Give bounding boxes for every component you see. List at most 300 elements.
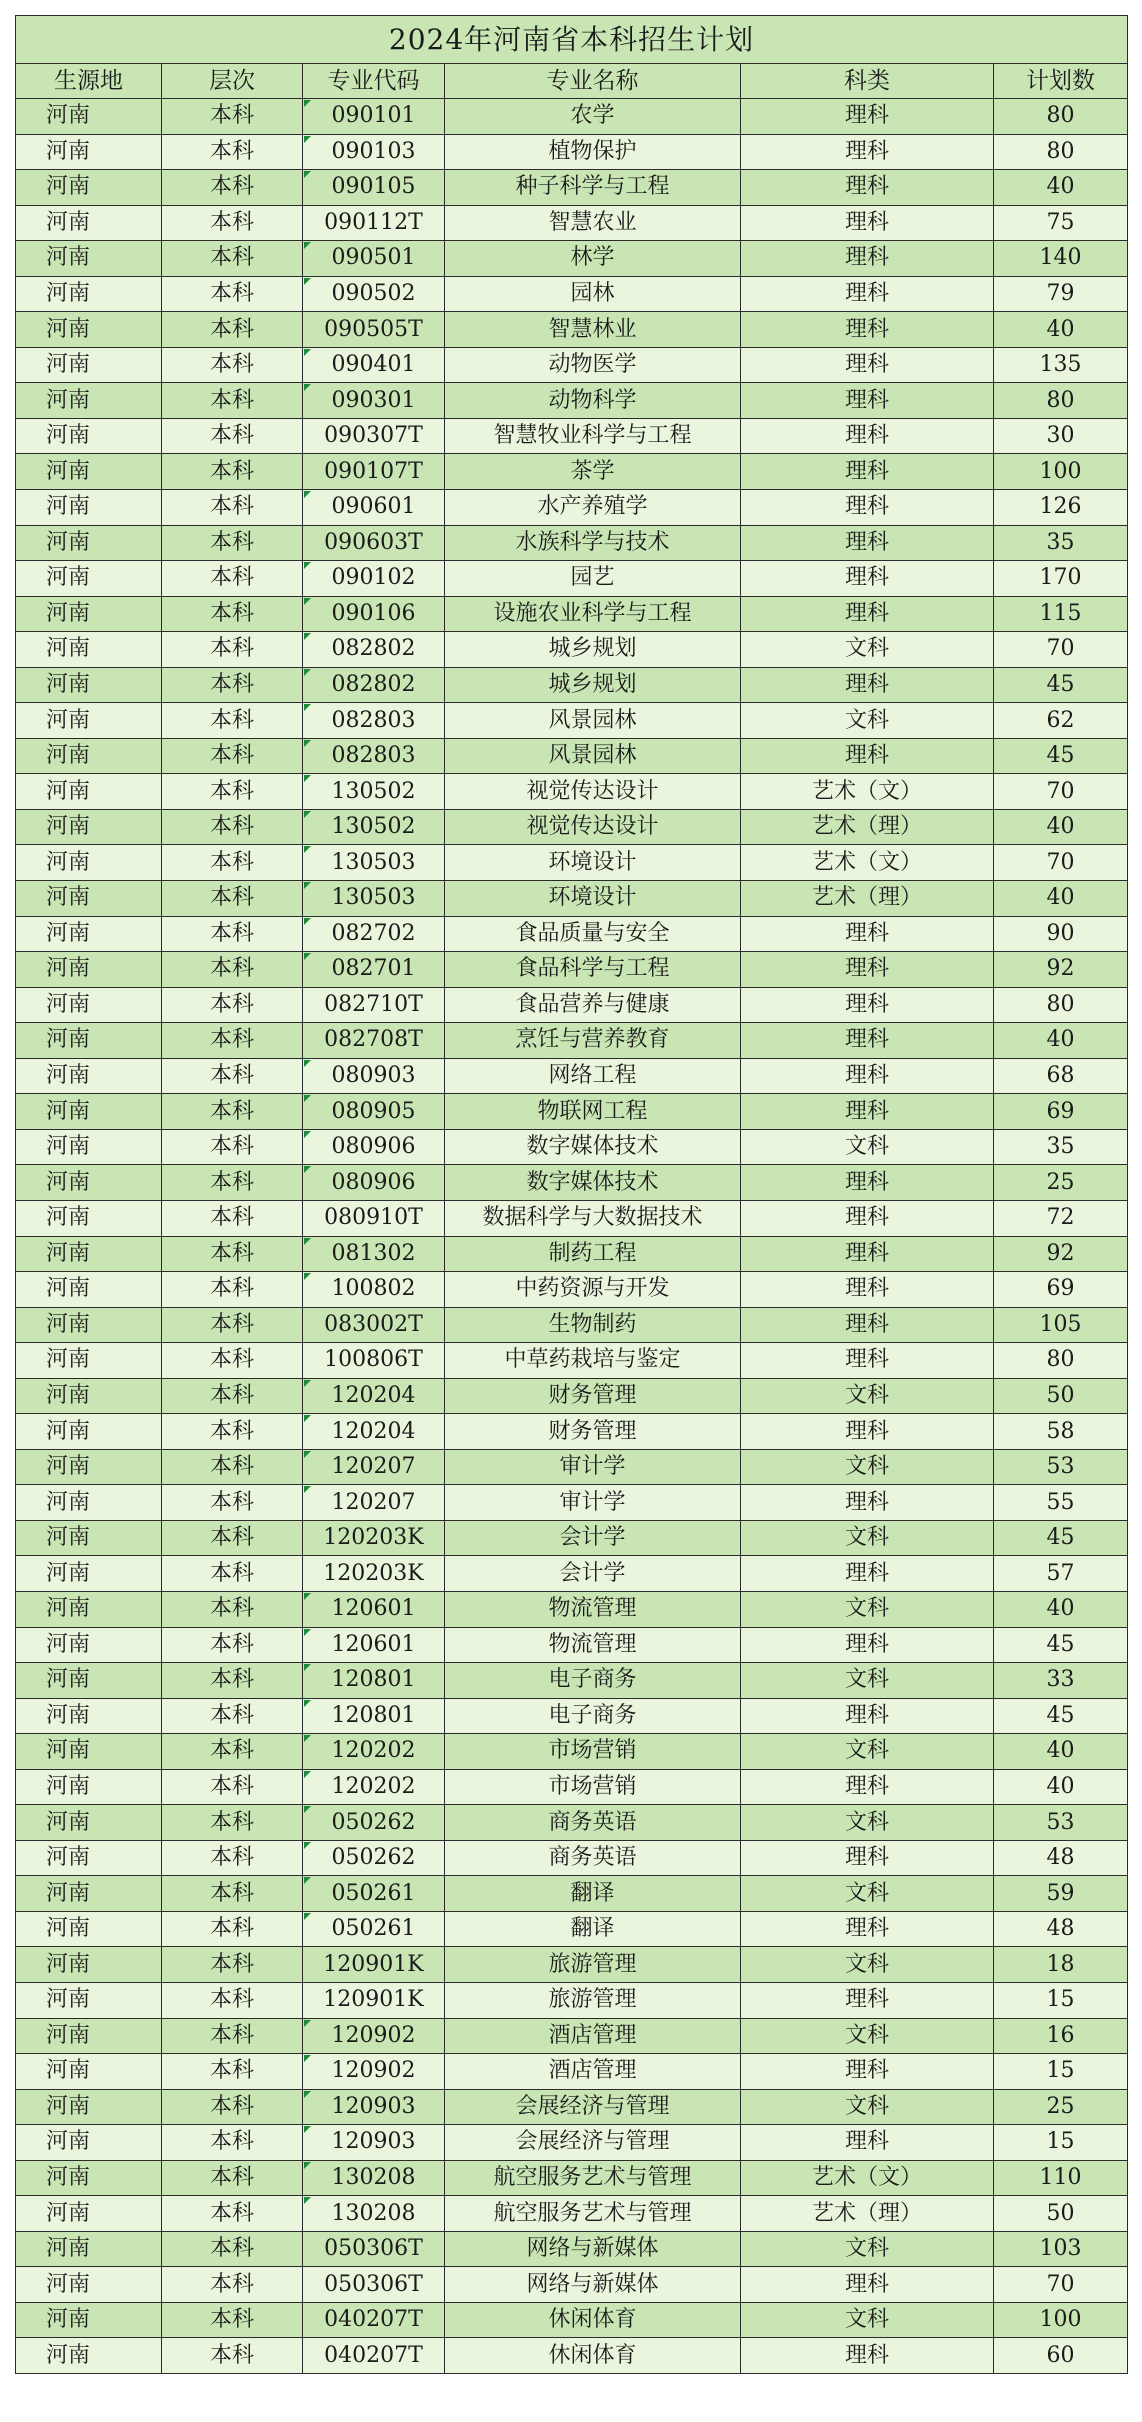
table-row xyxy=(16,205,1128,241)
cell-level: 本科 xyxy=(162,1058,303,1094)
table-row xyxy=(16,1840,1128,1876)
cell-plan-count: 18 xyxy=(994,1947,1128,1983)
cell-major-name: 中药资源与开发 xyxy=(445,1272,741,1308)
cell-source: 河南 xyxy=(16,1734,162,1770)
table-row xyxy=(16,1343,1128,1379)
cell-category: 理科 xyxy=(741,1982,994,2018)
cell-major-name: 旅游管理 xyxy=(445,1982,741,2018)
cell-source: 河南 xyxy=(16,1094,162,1130)
table-row xyxy=(16,1769,1128,1805)
cell-major-name: 动物科学 xyxy=(445,383,741,419)
cell-level: 本科 xyxy=(162,170,303,206)
cell-source: 河南 xyxy=(16,809,162,845)
cell-major-code: 090103 xyxy=(303,134,445,170)
table-row xyxy=(16,1236,1128,1272)
cell-plan-count: 70 xyxy=(994,632,1128,668)
cell-major-code: 082803 xyxy=(303,703,445,739)
cell-source: 河南 xyxy=(16,1556,162,1592)
cell-source: 河南 xyxy=(16,418,162,454)
cell-source: 河南 xyxy=(16,1769,162,1805)
cell-major-name: 网络与新媒体 xyxy=(445,2231,741,2267)
cell-major-name: 休闲体育 xyxy=(445,2338,741,2374)
cell-major-code: 120601 xyxy=(303,1627,445,1663)
table-row xyxy=(16,418,1128,454)
cell-major-code: 080906 xyxy=(303,1129,445,1165)
cell-level: 本科 xyxy=(162,667,303,703)
cell-level: 本科 xyxy=(162,347,303,383)
table-row xyxy=(16,632,1128,668)
cell-plan-count: 53 xyxy=(994,1805,1128,1841)
cell-major-name: 财务管理 xyxy=(445,1378,741,1414)
cell-major-name: 数字媒体技术 xyxy=(445,1129,741,1165)
table-row xyxy=(16,383,1128,419)
cell-level: 本科 xyxy=(162,418,303,454)
cell-source: 河南 xyxy=(16,1698,162,1734)
cell-category: 文科 xyxy=(741,1876,994,1912)
cell-source: 河南 xyxy=(16,1307,162,1343)
cell-plan-count: 92 xyxy=(994,952,1128,988)
cell-level: 本科 xyxy=(162,1734,303,1770)
cell-category: 理科 xyxy=(741,1414,994,1450)
cell-level: 本科 xyxy=(162,276,303,312)
cell-major-code: 040207T xyxy=(303,2338,445,2374)
cell-source: 河南 xyxy=(16,1165,162,1201)
cell-source: 河南 xyxy=(16,916,162,952)
header-plan-count: 计划数 xyxy=(994,64,1128,99)
cell-source: 河南 xyxy=(16,2302,162,2338)
cell-major-code: 120207 xyxy=(303,1449,445,1485)
cell-level: 本科 xyxy=(162,1911,303,1947)
cell-source: 河南 xyxy=(16,845,162,881)
cell-major-name: 物联网工程 xyxy=(445,1094,741,1130)
cell-plan-count: 40 xyxy=(994,809,1128,845)
cell-plan-count: 25 xyxy=(994,1165,1128,1201)
cell-major-name: 智慧牧业科学与工程 xyxy=(445,418,741,454)
cell-level: 本科 xyxy=(162,2125,303,2161)
cell-plan-count: 58 xyxy=(994,1414,1128,1450)
cell-plan-count: 72 xyxy=(994,1200,1128,1236)
cell-major-code: 050306T xyxy=(303,2231,445,2267)
cell-category: 理科 xyxy=(741,490,994,526)
cell-source: 河南 xyxy=(16,1982,162,2018)
cell-major-code: 090505T xyxy=(303,312,445,348)
cell-major-code: 083002T xyxy=(303,1307,445,1343)
cell-major-code: 130208 xyxy=(303,2196,445,2232)
cell-major-name: 休闲体育 xyxy=(445,2302,741,2338)
cell-source: 河南 xyxy=(16,952,162,988)
table-row xyxy=(16,2089,1128,2125)
cell-category: 理科 xyxy=(741,99,994,135)
cell-source: 河南 xyxy=(16,2089,162,2125)
cell-source: 河南 xyxy=(16,1947,162,1983)
cell-plan-count: 40 xyxy=(994,170,1128,206)
cell-major-name: 智慧林业 xyxy=(445,312,741,348)
cell-major-code: 120801 xyxy=(303,1663,445,1699)
cell-category: 文科 xyxy=(741,2231,994,2267)
table-row xyxy=(16,490,1128,526)
cell-level: 本科 xyxy=(162,205,303,241)
cell-major-code: 082802 xyxy=(303,667,445,703)
cell-category: 理科 xyxy=(741,170,994,206)
cell-major-name: 制药工程 xyxy=(445,1236,741,1272)
cell-plan-count: 75 xyxy=(994,205,1128,241)
cell-category: 理科 xyxy=(741,1165,994,1201)
cell-plan-count: 15 xyxy=(994,1982,1128,2018)
cell-major-name: 园艺 xyxy=(445,561,741,597)
cell-source: 河南 xyxy=(16,490,162,526)
table-row xyxy=(16,1485,1128,1521)
table-row xyxy=(16,667,1128,703)
cell-level: 本科 xyxy=(162,703,303,739)
cell-major-code: 081302 xyxy=(303,1236,445,1272)
table-title: 2024年河南省本科招生计划 xyxy=(16,16,1128,64)
cell-level: 本科 xyxy=(162,1520,303,1556)
cell-major-code: 082708T xyxy=(303,1023,445,1059)
cell-source: 河南 xyxy=(16,2338,162,2374)
table-row xyxy=(16,738,1128,774)
cell-category: 理科 xyxy=(741,1094,994,1130)
cell-source: 河南 xyxy=(16,596,162,632)
cell-major-name: 翻译 xyxy=(445,1876,741,1912)
cell-major-code: 050262 xyxy=(303,1840,445,1876)
cell-major-name: 数据科学与大数据技术 xyxy=(445,1200,741,1236)
cell-major-name: 翻译 xyxy=(445,1911,741,1947)
cell-category: 理科 xyxy=(741,454,994,490)
cell-plan-count: 80 xyxy=(994,987,1128,1023)
cell-category: 理科 xyxy=(741,312,994,348)
cell-plan-count: 110 xyxy=(994,2160,1128,2196)
cell-major-name: 水族科学与技术 xyxy=(445,525,741,561)
cell-plan-count: 100 xyxy=(994,2302,1128,2338)
cell-major-code: 090501 xyxy=(303,241,445,277)
cell-major-name: 设施农业科学与工程 xyxy=(445,596,741,632)
table-row xyxy=(16,952,1128,988)
cell-major-name: 网络与新媒体 xyxy=(445,2267,741,2303)
cell-major-name: 会计学 xyxy=(445,1556,741,1592)
cell-source: 河南 xyxy=(16,205,162,241)
cell-source: 河南 xyxy=(16,1272,162,1308)
cell-major-name: 商务英语 xyxy=(445,1805,741,1841)
cell-major-code: 090401 xyxy=(303,347,445,383)
cell-plan-count: 30 xyxy=(994,418,1128,454)
cell-source: 河南 xyxy=(16,1129,162,1165)
cell-plan-count: 100 xyxy=(994,454,1128,490)
cell-category: 文科 xyxy=(741,1449,994,1485)
cell-category: 文科 xyxy=(741,1378,994,1414)
cell-category: 理科 xyxy=(741,1769,994,1805)
table-row xyxy=(16,1556,1128,1592)
cell-plan-count: 57 xyxy=(994,1556,1128,1592)
cell-level: 本科 xyxy=(162,987,303,1023)
cell-major-code: 082710T xyxy=(303,987,445,1023)
cell-plan-count: 15 xyxy=(994,2054,1128,2090)
cell-major-code: 120207 xyxy=(303,1485,445,1521)
cell-major-code: 090112T xyxy=(303,205,445,241)
cell-source: 河南 xyxy=(16,1663,162,1699)
cell-major-name: 风景园林 xyxy=(445,703,741,739)
cell-level: 本科 xyxy=(162,1129,303,1165)
cell-major-name: 种子科学与工程 xyxy=(445,170,741,206)
cell-source: 河南 xyxy=(16,1058,162,1094)
cell-major-code: 130502 xyxy=(303,809,445,845)
cell-source: 河南 xyxy=(16,1876,162,1912)
cell-category: 理科 xyxy=(741,418,994,454)
table-row xyxy=(16,2231,1128,2267)
cell-major-name: 会展经济与管理 xyxy=(445,2089,741,2125)
cell-level: 本科 xyxy=(162,1414,303,1450)
cell-major-code: 120901K xyxy=(303,1947,445,1983)
cell-category: 理科 xyxy=(741,383,994,419)
table-row xyxy=(16,1947,1128,1983)
cell-source: 河南 xyxy=(16,525,162,561)
cell-category: 理科 xyxy=(741,738,994,774)
cell-source: 河南 xyxy=(16,1485,162,1521)
cell-source: 河南 xyxy=(16,383,162,419)
table-row xyxy=(16,1698,1128,1734)
cell-source: 河南 xyxy=(16,738,162,774)
cell-category: 文科 xyxy=(741,1663,994,1699)
cell-level: 本科 xyxy=(162,738,303,774)
table-row xyxy=(16,1023,1128,1059)
header-level: 层次 xyxy=(162,64,303,99)
cell-major-name: 风景园林 xyxy=(445,738,741,774)
cell-category: 理科 xyxy=(741,2054,994,2090)
cell-category: 艺术（理） xyxy=(741,881,994,917)
cell-major-name: 城乡规划 xyxy=(445,667,741,703)
cell-level: 本科 xyxy=(162,2018,303,2054)
cell-plan-count: 40 xyxy=(994,1023,1128,1059)
cell-level: 本科 xyxy=(162,2302,303,2338)
cell-major-code: 120202 xyxy=(303,1769,445,1805)
cell-level: 本科 xyxy=(162,525,303,561)
cell-source: 河南 xyxy=(16,1023,162,1059)
cell-major-code: 130208 xyxy=(303,2160,445,2196)
cell-plan-count: 45 xyxy=(994,1520,1128,1556)
cell-source: 河南 xyxy=(16,134,162,170)
cell-source: 河南 xyxy=(16,2018,162,2054)
table-row xyxy=(16,1449,1128,1485)
cell-category: 文科 xyxy=(741,2018,994,2054)
cell-category: 理科 xyxy=(741,347,994,383)
cell-major-name: 电子商务 xyxy=(445,1698,741,1734)
cell-category: 文科 xyxy=(741,1520,994,1556)
table-row xyxy=(16,2196,1128,2232)
table-row xyxy=(16,881,1128,917)
spreadsheet xyxy=(15,15,1127,2374)
cell-category: 理科 xyxy=(741,1911,994,1947)
cell-category: 文科 xyxy=(741,2302,994,2338)
cell-plan-count: 69 xyxy=(994,1094,1128,1130)
table-row xyxy=(16,525,1128,561)
cell-major-name: 林学 xyxy=(445,241,741,277)
cell-major-name: 植物保护 xyxy=(445,134,741,170)
cell-category: 艺术（文） xyxy=(741,2160,994,2196)
cell-plan-count: 68 xyxy=(994,1058,1128,1094)
cell-level: 本科 xyxy=(162,241,303,277)
cell-category: 理科 xyxy=(741,916,994,952)
table-row xyxy=(16,312,1128,348)
table-row xyxy=(16,1094,1128,1130)
cell-source: 河南 xyxy=(16,2125,162,2161)
cell-category: 文科 xyxy=(741,703,994,739)
cell-level: 本科 xyxy=(162,1805,303,1841)
cell-major-code: 082803 xyxy=(303,738,445,774)
cell-plan-count: 62 xyxy=(994,703,1128,739)
cell-plan-count: 40 xyxy=(994,881,1128,917)
cell-source: 河南 xyxy=(16,1378,162,1414)
table-row xyxy=(16,987,1128,1023)
table-row xyxy=(16,241,1128,277)
cell-plan-count: 92 xyxy=(994,1236,1128,1272)
cell-level: 本科 xyxy=(162,809,303,845)
cell-level: 本科 xyxy=(162,596,303,632)
cell-major-code: 120204 xyxy=(303,1378,445,1414)
cell-category: 理科 xyxy=(741,1485,994,1521)
cell-source: 河南 xyxy=(16,1414,162,1450)
cell-plan-count: 80 xyxy=(994,1343,1128,1379)
cell-source: 河南 xyxy=(16,987,162,1023)
header-category: 科类 xyxy=(741,64,994,99)
cell-source: 河南 xyxy=(16,1236,162,1272)
cell-source: 河南 xyxy=(16,454,162,490)
cell-source: 河南 xyxy=(16,2196,162,2232)
cell-major-code: 090601 xyxy=(303,490,445,526)
cell-major-name: 审计学 xyxy=(445,1449,741,1485)
cell-category: 理科 xyxy=(741,1307,994,1343)
cell-category: 理科 xyxy=(741,952,994,988)
cell-category: 艺术（理） xyxy=(741,809,994,845)
cell-major-code: 120601 xyxy=(303,1591,445,1627)
cell-category: 理科 xyxy=(741,667,994,703)
table-row xyxy=(16,2018,1128,2054)
cell-major-name: 会展经济与管理 xyxy=(445,2125,741,2161)
header-source: 生源地 xyxy=(16,64,162,99)
table-row xyxy=(16,809,1128,845)
cell-source: 河南 xyxy=(16,1520,162,1556)
cell-level: 本科 xyxy=(162,312,303,348)
cell-source: 河南 xyxy=(16,241,162,277)
table-row xyxy=(16,1734,1128,1770)
cell-major-name: 城乡规划 xyxy=(445,632,741,668)
table-row xyxy=(16,1876,1128,1912)
cell-plan-count: 50 xyxy=(994,1378,1128,1414)
cell-major-code: 120801 xyxy=(303,1698,445,1734)
cell-plan-count: 135 xyxy=(994,347,1128,383)
cell-major-name: 动物医学 xyxy=(445,347,741,383)
cell-major-code: 120204 xyxy=(303,1414,445,1450)
table-row xyxy=(16,2125,1128,2161)
cell-category: 理科 xyxy=(741,1556,994,1592)
cell-source: 河南 xyxy=(16,2054,162,2090)
cell-plan-count: 33 xyxy=(994,1663,1128,1699)
cell-plan-count: 105 xyxy=(994,1307,1128,1343)
cell-major-name: 市场营销 xyxy=(445,1734,741,1770)
cell-category: 理科 xyxy=(741,525,994,561)
cell-major-code: 100806T xyxy=(303,1343,445,1379)
cell-source: 河南 xyxy=(16,1805,162,1841)
cell-major-code: 120901K xyxy=(303,1982,445,2018)
cell-source: 河南 xyxy=(16,1449,162,1485)
cell-category: 理科 xyxy=(741,205,994,241)
cell-plan-count: 69 xyxy=(994,1272,1128,1308)
table-row xyxy=(16,561,1128,597)
table-row xyxy=(16,347,1128,383)
cell-source: 河南 xyxy=(16,1627,162,1663)
table-row xyxy=(16,1272,1128,1308)
table-row xyxy=(16,1911,1128,1947)
cell-source: 河南 xyxy=(16,561,162,597)
cell-level: 本科 xyxy=(162,1094,303,1130)
cell-level: 本科 xyxy=(162,1947,303,1983)
cell-level: 本科 xyxy=(162,1343,303,1379)
table-row xyxy=(16,454,1128,490)
cell-major-code: 080910T xyxy=(303,1200,445,1236)
cell-category: 理科 xyxy=(741,2125,994,2161)
cell-source: 河南 xyxy=(16,667,162,703)
cell-plan-count: 90 xyxy=(994,916,1128,952)
table-row xyxy=(16,1378,1128,1414)
cell-plan-count: 60 xyxy=(994,2338,1128,2374)
cell-major-code: 090502 xyxy=(303,276,445,312)
cell-major-code: 090106 xyxy=(303,596,445,632)
cell-plan-count: 40 xyxy=(994,312,1128,348)
cell-level: 本科 xyxy=(162,632,303,668)
cell-level: 本科 xyxy=(162,1307,303,1343)
cell-level: 本科 xyxy=(162,1591,303,1627)
cell-source: 河南 xyxy=(16,703,162,739)
cell-major-name: 视觉传达设计 xyxy=(445,774,741,810)
cell-major-code: 120902 xyxy=(303,2018,445,2054)
table-row xyxy=(16,845,1128,881)
cell-level: 本科 xyxy=(162,1663,303,1699)
cell-level: 本科 xyxy=(162,1272,303,1308)
cell-major-name: 网络工程 xyxy=(445,1058,741,1094)
cell-level: 本科 xyxy=(162,1982,303,2018)
cell-category: 文科 xyxy=(741,1591,994,1627)
cell-plan-count: 80 xyxy=(994,383,1128,419)
cell-source: 河南 xyxy=(16,170,162,206)
cell-level: 本科 xyxy=(162,2196,303,2232)
cell-major-name: 商务英语 xyxy=(445,1840,741,1876)
cell-category: 理科 xyxy=(741,276,994,312)
table-row xyxy=(16,703,1128,739)
cell-major-name: 物流管理 xyxy=(445,1591,741,1627)
cell-plan-count: 45 xyxy=(994,1627,1128,1663)
cell-category: 理科 xyxy=(741,134,994,170)
cell-category: 理科 xyxy=(741,1236,994,1272)
cell-category: 艺术（文） xyxy=(741,845,994,881)
cell-major-name: 旅游管理 xyxy=(445,1947,741,1983)
cell-major-name: 中草药栽培与鉴定 xyxy=(445,1343,741,1379)
cell-level: 本科 xyxy=(162,916,303,952)
table-row xyxy=(16,1058,1128,1094)
cell-plan-count: 103 xyxy=(994,2231,1128,2267)
table-row xyxy=(16,596,1128,632)
cell-category: 理科 xyxy=(741,1698,994,1734)
cell-level: 本科 xyxy=(162,2089,303,2125)
table-row xyxy=(16,1591,1128,1627)
cell-major-name: 食品营养与健康 xyxy=(445,987,741,1023)
cell-plan-count: 35 xyxy=(994,525,1128,561)
cell-major-name: 食品质量与安全 xyxy=(445,916,741,952)
cell-major-code: 120203K xyxy=(303,1520,445,1556)
cell-level: 本科 xyxy=(162,1378,303,1414)
cell-category: 艺术（文） xyxy=(741,774,994,810)
table-row xyxy=(16,1307,1128,1343)
cell-major-code: 120903 xyxy=(303,2125,445,2161)
cell-source: 河南 xyxy=(16,276,162,312)
cell-level: 本科 xyxy=(162,1449,303,1485)
